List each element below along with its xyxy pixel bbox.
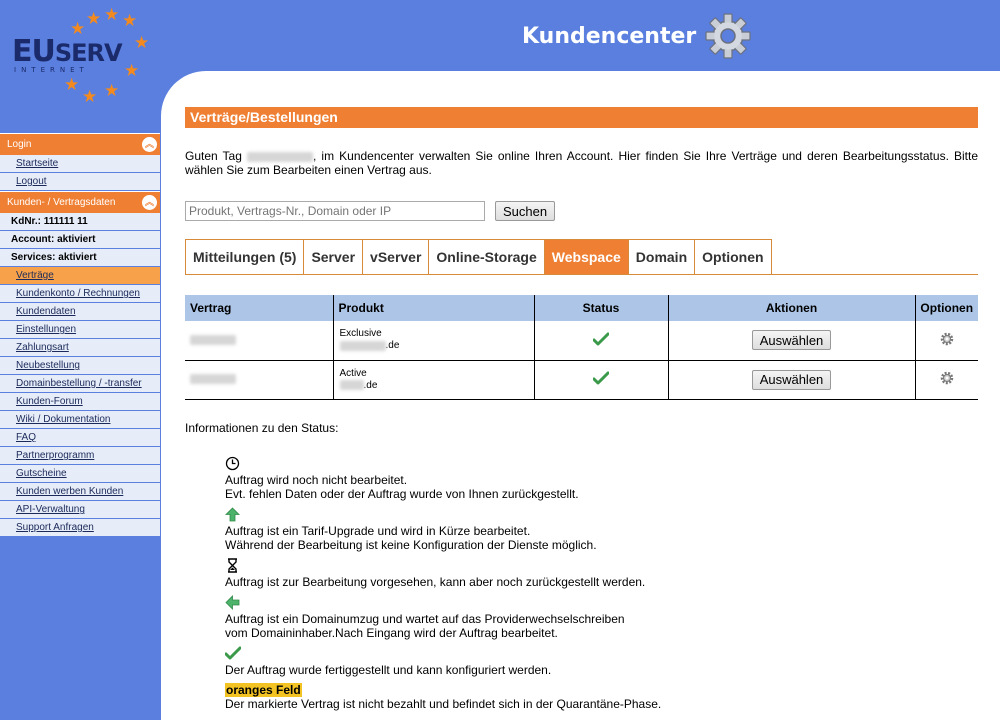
column-header-vertrag: Vertrag — [185, 295, 333, 321]
tab-webspace[interactable]: Webspace — [545, 239, 629, 274]
services-status: Services: aktiviert — [0, 249, 160, 267]
sidebar-item-faq[interactable]: FAQ — [0, 429, 160, 447]
arrow-left-icon — [225, 595, 240, 610]
table-row — [185, 321, 978, 360]
legend-entry: Auftrag wird noch nicht bearbeitet. Evt. fehlen Daten oder der Auftrag wurde von Ihnen zurückgestellt. — [225, 456, 978, 501]
logo-wordmark: EUSERV — [12, 34, 122, 69]
status-legend — [225, 456, 978, 711]
sidebar-item-zahlungsart[interactable]: Zahlungsart — [0, 339, 160, 357]
sidebar-item-domainbestellung[interactable]: Domainbestellung / -transfer — [0, 375, 160, 393]
sidebar-item-startseite[interactable]: Startseite — [0, 155, 160, 173]
checkmark-icon — [593, 332, 609, 346]
checkmark-icon — [593, 371, 609, 385]
sidebar-item-kundendaten[interactable]: Kundendaten — [0, 303, 160, 321]
customer-name-redacted — [247, 152, 313, 162]
search-row — [185, 200, 978, 222]
sidebar-item-support[interactable]: Support Anfragen — [0, 519, 160, 537]
tab-vserver[interactable]: vServer — [363, 239, 429, 274]
chevron-up-icon[interactable]: ︽ — [142, 195, 157, 210]
star-icon: ★ — [122, 11, 138, 30]
product-name: Active — [339, 367, 367, 379]
main-content — [161, 71, 1000, 720]
column-header-aktionen: Aktionen — [668, 295, 915, 321]
legend-entry: Auftrag ist ein Domainumzug und wartet auf das Providerwechselschreiben vom Domaininhaber.Nach Eingang wird der Auftrag bearbeitet. — [225, 595, 978, 640]
sidebar-item-vertraege[interactable]: Verträge — [0, 267, 160, 285]
tab-optionen[interactable]: Optionen — [695, 239, 771, 274]
customer-number: KdNr.: 111111 11 — [0, 213, 160, 231]
clock-icon — [225, 456, 240, 471]
star-icon: ★ — [82, 87, 98, 106]
settings-gear-icon[interactable] — [939, 370, 955, 386]
intro-text: Guten Tag , im Kundencenter verwalten Sie online Ihren Account. Hier finden Sie Ihre Verträge und deren Bearbeitungsstatus. Bitte wählen Sie zum Bearbeiten einen Vertrag aus. — [185, 149, 978, 177]
sidebar-item-neubestellung[interactable]: Neubestellung — [0, 357, 160, 375]
contract-redacted — [190, 374, 236, 384]
sidebar-item-kundenkonto[interactable]: Kundenkonto / Rechnungen — [0, 285, 160, 303]
sidebar-item-logout[interactable]: Logout — [0, 173, 160, 191]
header-title: Kundencenter — [522, 24, 697, 49]
search-input[interactable] — [185, 201, 485, 221]
star-icon: ★ — [104, 81, 120, 100]
product-name: Exclusive — [339, 328, 382, 340]
legend-entry: oranges Feld Der markierte Vertrag ist nicht bezahlt und befindet sich in der Quarantäne-Phase. — [225, 682, 662, 711]
star-icon: ★ — [104, 5, 120, 24]
sidebar-item-gutscheine[interactable]: Gutscheine — [0, 465, 160, 483]
star-icon: ★ — [134, 33, 150, 52]
column-header-produkt: Produkt — [333, 295, 534, 321]
legend-entry: Der Auftrag wurde fertiggestellt und kann konfiguriert werden. — [225, 646, 978, 677]
sidebar-item-partnerprogramm[interactable]: Partnerprogramm — [0, 447, 160, 465]
account-status: Account: aktiviert — [0, 231, 160, 249]
settings-gear-icon[interactable] — [939, 331, 955, 347]
domain-redacted — [340, 341, 386, 351]
logo-subtitle: INTERNET — [14, 66, 89, 74]
search-button[interactable]: Suchen — [495, 201, 555, 221]
tab-domain[interactable]: Domain — [629, 239, 695, 274]
star-icon: ★ — [64, 75, 80, 94]
arrow-up-icon — [225, 507, 240, 522]
legend-entry: Auftrag ist ein Tarif-Upgrade und wird in Kürze bearbeitet. Während der Bearbeitung ist keine Konfiguration der Dienste möglich. — [225, 507, 978, 552]
sidebar-header-login[interactable]: Login ︽ — [0, 133, 160, 155]
sidebar-item-api[interactable]: API-Verwaltung — [0, 501, 160, 519]
tab-mitteilungen[interactable]: Mitteilungen (5) — [185, 239, 304, 274]
sidebar-item-kunden-forum[interactable]: Kunden-Forum — [0, 393, 160, 411]
domain-tld: .de — [363, 379, 378, 391]
status-info-title: Informationen zu den Status: — [185, 420, 339, 435]
domain-redacted — [340, 380, 364, 390]
table-row — [185, 360, 978, 399]
legend-entry: Auftrag ist zur Bearbeitung vorgesehen, kann aber noch zurückgestellt werden. — [225, 558, 978, 589]
checkmark-icon — [225, 646, 241, 660]
sidebar-item-kunden-werben[interactable]: Kunden werben Kunden — [0, 483, 160, 501]
column-header-status: Status — [534, 295, 668, 321]
select-button[interactable]: Auswählen — [752, 370, 832, 390]
gear-icon — [704, 12, 752, 60]
euserv-logo — [0, 0, 160, 130]
sidebar-item-einstellungen[interactable]: Einstellungen — [0, 321, 160, 339]
sidebar-header-customer[interactable]: Kunden- / Vertragsdaten ︽ — [0, 191, 160, 213]
domain-tld: .de — [385, 340, 400, 352]
tab-server[interactable]: Server — [304, 239, 363, 274]
tab-online-storage[interactable]: Online-Storage — [429, 239, 544, 274]
sidebar — [0, 133, 160, 537]
sidebar-item-wiki[interactable]: Wiki / Dokumentation — [0, 411, 160, 429]
tab-bar — [185, 239, 978, 275]
select-button[interactable]: Auswählen — [752, 330, 832, 350]
contract-redacted — [190, 335, 236, 345]
star-icon: ★ — [124, 61, 140, 80]
star-icon: ★ — [86, 9, 102, 28]
page-title: Verträge/Bestellungen — [185, 107, 978, 128]
column-header-optionen: Optionen — [915, 295, 978, 321]
orange-field-sample: oranges Feld — [226, 682, 301, 697]
chevron-up-icon[interactable]: ︽ — [142, 137, 157, 152]
contracts-table — [185, 295, 978, 400]
hourglass-icon — [225, 558, 240, 573]
star-icon: ★ — [70, 19, 86, 38]
